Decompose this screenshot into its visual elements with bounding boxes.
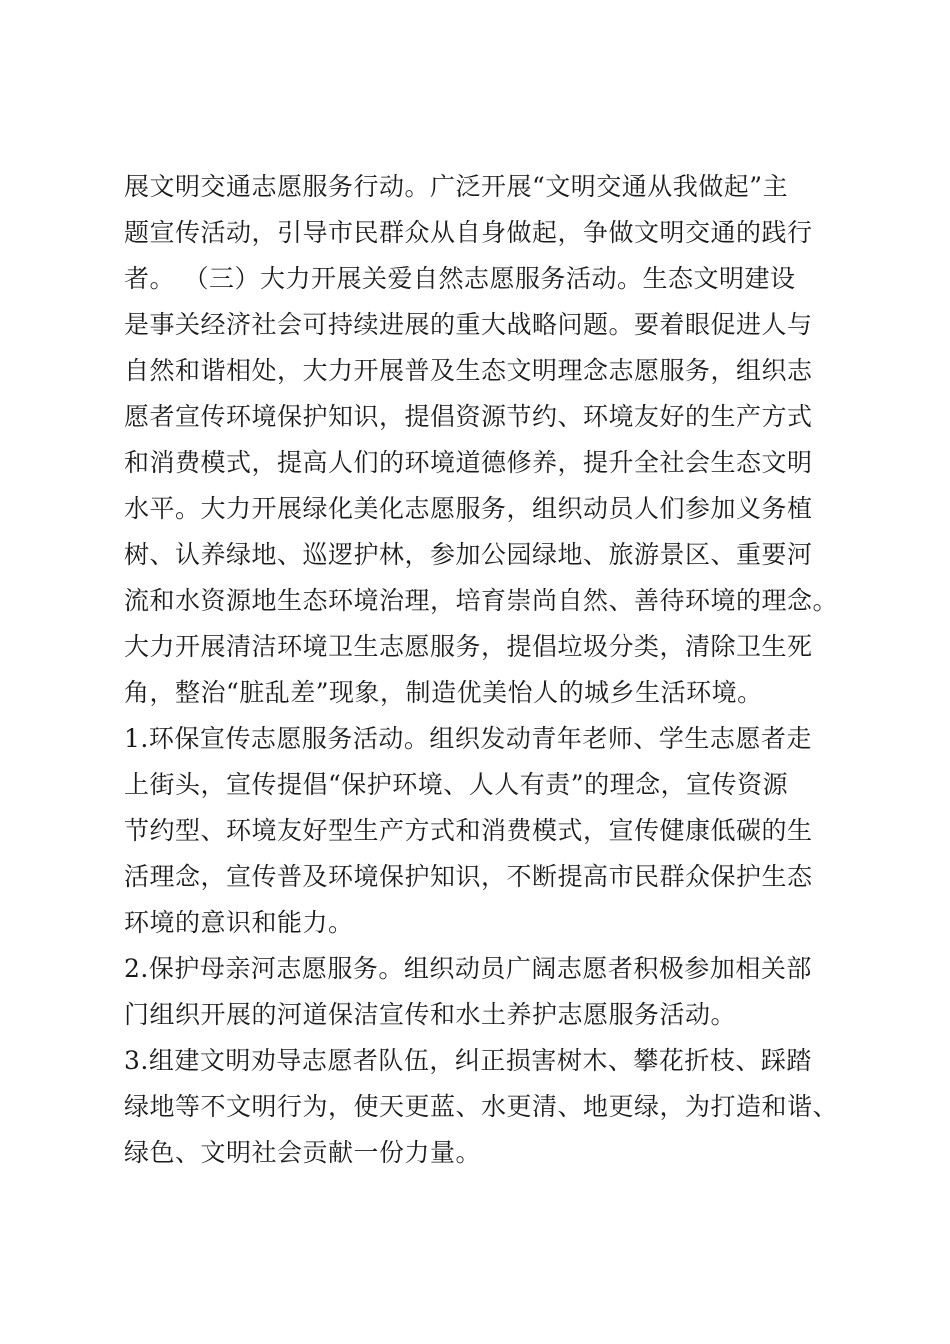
text-line: 者。 （三）大力开展关爱自然志愿服务活动。生态文明建设 bbox=[124, 264, 796, 293]
text-line: 节约型、环境友好型生产方式和消费模式，宣传健康低碳的生 bbox=[124, 816, 813, 845]
text-line: 树、认养绿地、巡逻护林，参加公园绿地、旅游景区、重要河 bbox=[124, 540, 813, 569]
list-item-3-line: 3.组建文明劝导志愿者队伍，纠正损害树木、攀花折枝、踩踏 bbox=[124, 1046, 812, 1075]
text-line: 绿色、文明社会贡献一份力量。 bbox=[124, 1138, 482, 1167]
document-body bbox=[124, 164, 844, 1176]
list-item-2-line: 2.保护母亲河志愿服务。组织动员广阔志愿者积极参加相关部 bbox=[124, 954, 812, 983]
text-line: 题宣传活动，引导市民群众从自身做起，争做文明交通的践行 bbox=[124, 218, 813, 247]
text-line: 展文明交通志愿服务行动。广泛开展“文明交通从我做起”主 bbox=[124, 172, 789, 201]
text-line: 水平。大力开展绿化美化志愿服务，组织动员人们参加义务植 bbox=[124, 494, 813, 523]
text-line: 环境的意识和能力。 bbox=[124, 908, 354, 937]
text-line: 流和水资源地生态环境治理，培育崇尚自然、善待环境的理念。 bbox=[124, 586, 839, 615]
text-line: 角，整治“脏乱差”现象，制造优美怡人的城乡生活环境。 bbox=[124, 678, 763, 707]
text-line: 绿地等不文明行为，使天更蓝、水更清、地更绿，为打造和谐、 bbox=[124, 1092, 839, 1121]
text-line: 愿者宣传环境保护知识，提倡资源节约、环境友好的生产方式 bbox=[124, 402, 813, 431]
text-line: 活理念，宣传普及环境保护知识，不断提高市民群众保护生态 bbox=[124, 862, 813, 891]
text-line: 是事关经济社会可持续进展的重大战略问题。要着眼促进人与 bbox=[124, 310, 813, 339]
text-line: 门组织开展的河道保洁宣传和水土养护志愿服务活动。 bbox=[124, 1000, 737, 1029]
text-line: 和消费模式，提高人们的环境道德修养，提升全社会生态文明 bbox=[124, 448, 813, 477]
text-line: 上街头，宣传提倡“保护环境、人人有责”的理念，宣传资源 bbox=[124, 770, 789, 799]
text-line: 大力开展清洁环境卫生志愿服务，提倡垃圾分类，清除卫生死 bbox=[124, 632, 813, 661]
list-item-1-line: 1.环保宣传志愿服务活动。组织发动青年老师、学生志愿者走 bbox=[124, 724, 812, 753]
text-line: 自然和谐相处，大力开展普及生态文明理念志愿服务，组织志 bbox=[124, 356, 813, 385]
